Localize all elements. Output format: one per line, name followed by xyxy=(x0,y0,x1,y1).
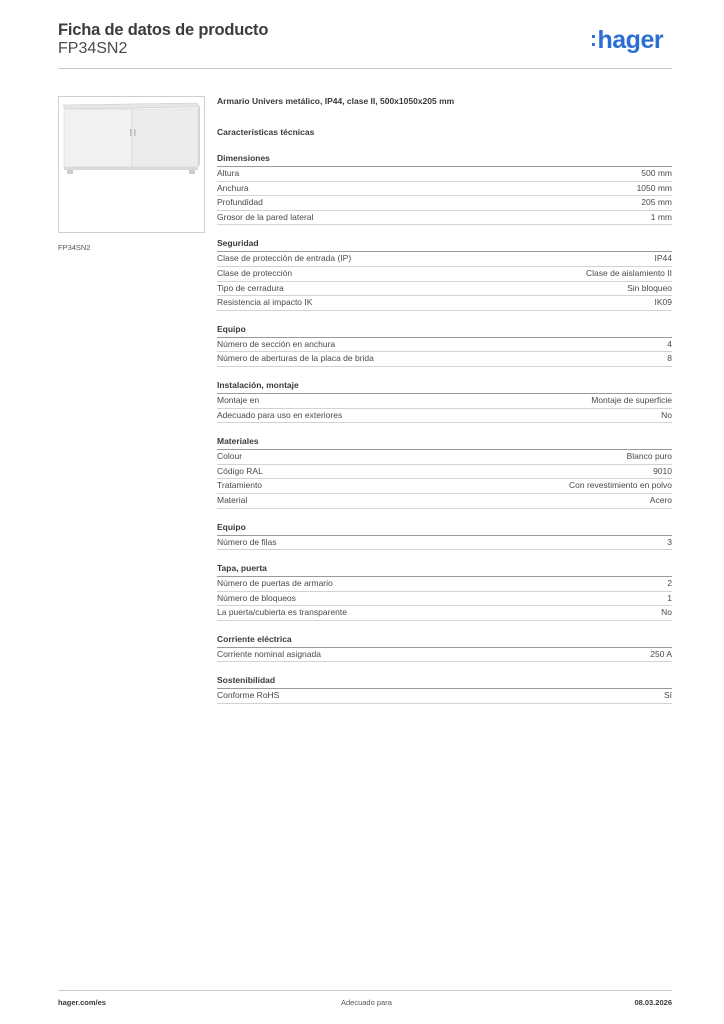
section-title: Materiales xyxy=(217,436,672,450)
spec-label: Clase de protección xyxy=(217,267,293,278)
section-title: Equipo xyxy=(217,324,672,338)
spec-section xyxy=(217,238,672,310)
image-caption: FP34SN2 xyxy=(58,243,91,252)
section-title: Corriente eléctrica xyxy=(217,634,672,648)
spec-row xyxy=(217,338,672,353)
spec-row xyxy=(217,352,672,367)
footer-website[interactable]: hager.com/es xyxy=(58,998,106,1007)
spec-label: Clase de protección de entrada (IP) xyxy=(217,253,352,264)
spec-row xyxy=(217,282,672,297)
product-details xyxy=(217,96,672,704)
logo-dots-icon: : xyxy=(590,28,597,51)
spec-row xyxy=(217,252,672,267)
spec-row xyxy=(217,606,672,621)
spec-value: No xyxy=(661,607,672,618)
spec-section xyxy=(217,563,672,621)
spec-label: Conforme RoHS xyxy=(217,690,280,701)
spec-sections xyxy=(217,153,672,704)
spec-row xyxy=(217,577,672,592)
spec-label: Altura xyxy=(217,168,240,178)
product-code: FP34SN2 xyxy=(58,40,128,57)
spec-row xyxy=(217,409,672,424)
spec-section xyxy=(217,380,672,423)
spec-label: Montaje en xyxy=(217,394,260,405)
footer-date: 08.03.2026 xyxy=(634,998,672,1007)
spec-value: No xyxy=(661,409,672,420)
spec-section xyxy=(217,675,672,704)
spec-label: Número de filas xyxy=(217,536,277,547)
spec-row xyxy=(217,267,672,282)
section-title: Sostenibilidad xyxy=(217,675,672,689)
product-image xyxy=(58,96,205,233)
technical-heading: Características técnicas xyxy=(217,127,315,137)
spec-label: Resistencia al impacto IK xyxy=(217,297,313,308)
spec-row xyxy=(217,211,672,226)
spec-row xyxy=(217,296,672,311)
spec-value: 2 xyxy=(667,578,672,589)
spec-value: Acero xyxy=(649,494,672,505)
spec-value: Montaje de superficie xyxy=(591,394,672,405)
spec-section xyxy=(217,324,672,367)
spec-value: 4 xyxy=(667,338,672,349)
spec-row xyxy=(217,196,672,211)
spec-label: Tratamiento xyxy=(217,480,263,491)
spec-row xyxy=(217,648,672,663)
spec-value: 1 xyxy=(667,592,672,603)
spec-value: IP44 xyxy=(654,253,672,264)
hager-logo xyxy=(590,26,663,55)
spec-label: Corriente nominal asignada xyxy=(217,648,321,659)
page-title: Ficha de datos de producto xyxy=(58,21,269,39)
spec-row xyxy=(217,592,672,607)
spec-row xyxy=(217,450,672,465)
spec-value: Con revestimiento en polvo xyxy=(568,480,672,491)
spec-value: Blanco puro xyxy=(626,451,672,462)
spec-label: Número de bloqueos xyxy=(217,592,296,603)
footer-center-text: Adecuado para xyxy=(341,998,392,1007)
product-description: Armario Univers metálico, IP44, clase II, 500x1050x205 mm xyxy=(217,96,455,106)
spec-label: Grosor de la pared lateral xyxy=(217,211,314,222)
spec-label: Profundidad xyxy=(217,197,263,208)
spec-value: IK09 xyxy=(654,297,672,308)
spec-value: 250 A xyxy=(650,648,672,659)
spec-section xyxy=(217,436,672,508)
spec-row xyxy=(217,689,672,704)
spec-row xyxy=(217,394,672,409)
spec-label: La puerta/cubierta es transparente xyxy=(217,607,347,618)
section-title: Seguridad xyxy=(217,238,672,252)
spec-value: 1 mm xyxy=(650,211,672,222)
spec-value: Sí xyxy=(663,690,672,701)
spec-value: Clase de aislamiento II xyxy=(586,267,672,278)
spec-label: Tipo de cerradura xyxy=(217,282,284,293)
spec-value: 205 mm xyxy=(641,197,672,208)
header-divider xyxy=(58,68,672,69)
section-title: Dimensiones xyxy=(217,153,672,167)
spec-row xyxy=(217,182,672,197)
section-title: Tapa, puerta xyxy=(217,563,672,577)
footer-divider xyxy=(58,990,672,991)
cabinet-illustration xyxy=(59,97,204,232)
spec-label: Adecuado para uso en exteriores xyxy=(217,409,343,420)
spec-row xyxy=(217,479,672,494)
spec-section xyxy=(217,153,672,225)
spec-value: 500 mm xyxy=(641,168,672,178)
spec-section xyxy=(217,522,672,551)
spec-label: Material xyxy=(217,494,248,505)
spec-row xyxy=(217,536,672,551)
spec-row xyxy=(217,494,672,509)
spec-value: 8 xyxy=(667,353,672,364)
spec-value: Sin bloqueo xyxy=(627,282,672,293)
spec-section xyxy=(217,634,672,663)
spec-label: Anchura xyxy=(217,182,249,193)
spec-label: Número de sección en anchura xyxy=(217,338,336,349)
spec-value: 9010 xyxy=(653,465,672,476)
spec-value: 1050 mm xyxy=(636,182,672,193)
section-title: Equipo xyxy=(217,522,672,536)
spec-row xyxy=(217,465,672,480)
logo-text: hager xyxy=(597,26,664,54)
spec-row xyxy=(217,167,672,182)
spec-label: Número de puertas de armario xyxy=(217,578,333,589)
spec-label: Colour xyxy=(217,451,243,462)
spec-value: 3 xyxy=(667,536,672,547)
spec-label: Número de aberturas de la placa de brida xyxy=(217,353,374,364)
section-title: Instalación, montaje xyxy=(217,380,672,394)
spec-label: Código RAL xyxy=(217,465,263,476)
